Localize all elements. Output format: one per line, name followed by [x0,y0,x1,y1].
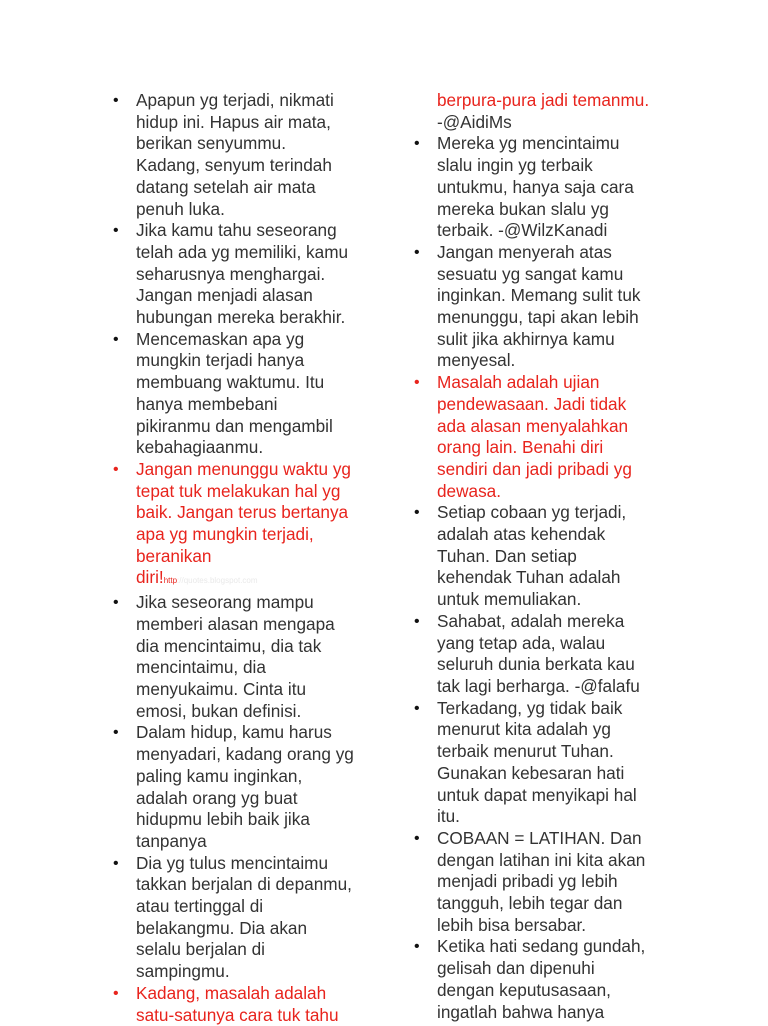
list-item [112,220,392,329]
right-column-list [413,90,703,1023]
list-item-text: Ketika hati sedang gundah, gelisah dan dipenuhi dengan keputusasaan, ingatlah bahwa hanya [437,936,646,1022]
list-item [413,372,703,502]
list-item-text: Sahabat, adalah mereka yang tetap ada, walau seluruh dunia berkata kau tak lagi berharga. -@falafu [437,610,640,696]
list-item-text: Dalam hidup, kamu harus menyadari, kadang orang yg paling kamu inginkan, adalah orang yg buat hidupmu lebih baik jika tanpanya [136,722,354,851]
list-item [413,828,703,937]
list-item [112,90,392,220]
list-item-text: COBAAN = LATIHAN. Dan dengan latihan ini kita akan menjadi pribadi yg lebih tangguh, lebih tegar dan lebih bisa bersabar. [437,827,646,935]
list-item [112,459,392,592]
list-item [413,242,703,372]
http-link[interactable]: http [163,576,178,586]
list-item [413,611,703,698]
list-item [413,502,703,611]
list-item [112,853,392,983]
list-item-text: Kadang, masalah adalah satu-satunya cara tuk tahu [136,982,339,1025]
list-item-text: Setiap cobaan yg terjadi, adalah atas kehendak Tuhan. Dan setiap kehendak Tuhan adalah untuk memuliakan. [437,502,627,610]
list-item-text: Jika seseorang mampu memberi alasan mengapa dia mencintaimu, dia tak mencintaimu, dia menyukaimu. Cinta itu emosi, bukan definisi. [136,592,335,721]
list-item-continuation [413,90,703,112]
list-item-text: Terkadang, yg tidak baik menurut kita adalah yg terbaik menurut Tuhan. Gunakan kebesaran hati untuk dapat menyikapi hal itu. [437,697,637,827]
list-item-text: Apapun yg terjadi, nikmati hidup ini. Hapus air mata, berikan senyummu. Kadang, senyum terindah datang setelah air mata penuh luka. [136,90,334,219]
list-item-text: Masalah adalah ujian pendewasaan. Jadi tidak ada alasan menyalahkan orang lain. Benahi diri sendiri dan jadi pribadi yg dewasa. [437,372,632,501]
list-item-continuation [413,112,703,134]
left-column-list [112,90,392,1026]
list-item [112,329,392,459]
list-item-text: berpura-pura jadi temanmu. [437,90,650,110]
list-item [413,133,703,242]
list-item-text: Mereka yg mencintaimu slalu ingin yg terbaik untukmu, hanya saja cara mereka bukan slalu yg terbaik. -@WilzKanadi [437,133,634,241]
list-item [112,722,392,852]
watermark-url: ://quotes.blogspot.com [177,576,258,586]
list-item [413,936,703,1023]
list-item [413,698,703,828]
list-item-text: Dia yg tulus mencintaimu takkan berjalan di depanmu, atau tertinggal di belakangmu. Dia akan selalu berjalan di sampingmu. [136,852,352,982]
list-item-text: Jika kamu tahu seseorang telah ada yg memiliki, kamu seharusnya menghargai. Jangan menjadi alasan hubungan mereka berakhir. [136,220,349,328]
list-item-text: Jangan menunggu waktu yg tepat tuk melakukan hal yg baik. Jangan terus bertanya apa yg mungkin terjadi, beranikan diri! [136,458,351,588]
list-item-text: -@AidiMs [437,111,512,132]
list-item [112,983,392,1026]
list-item-text: Mencemaskan apa yg mungkin terjadi hanya membuang waktumu. Itu hanya membebani pikiranmu dan mengambil kebahagiaanmu. [136,328,333,458]
list-item [112,592,392,722]
list-item-text: Jangan menyerah atas sesuatu yg sangat kamu inginkan. Memang sulit tuk menunggu, tapi akan lebih sulit jika akhirnya kamu menyesal. [437,241,641,371]
